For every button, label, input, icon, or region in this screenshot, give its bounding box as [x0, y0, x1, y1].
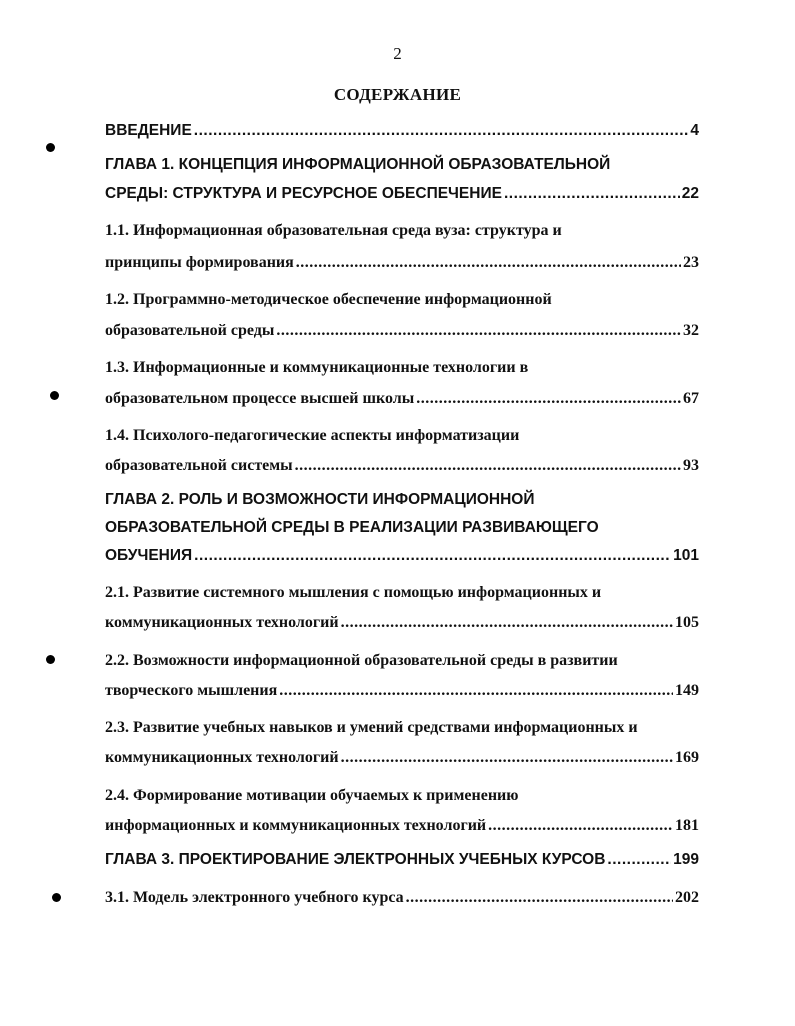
toc-entry-text: 1.4. Психолого-педагогические аспекты информатизации — [105, 427, 520, 444]
toc-entry-text: 2.2. Возможности информационной образовательной среды в развитии — [105, 652, 618, 669]
toc-entry-page: 181 — [675, 817, 699, 834]
toc-entry-chapter-2 — [105, 546, 699, 566]
toc-entry-text: информационных и коммуникационных технологий — [105, 817, 487, 834]
toc-entry-page: 32 — [683, 322, 699, 339]
toc-entry-section-1-2-title — [105, 290, 699, 310]
toc-entry-text: образовательном процессе высшей школы — [105, 390, 415, 407]
toc-entry-page: 22 — [681, 185, 699, 202]
toc-entry-text: 2.4. Формирование мотивации обучаемых к применению — [105, 787, 519, 804]
toc-entry-chapter-3 — [105, 850, 699, 870]
toc-entry-text: 1.1. Информационная образовательная среда вуза: структура и — [105, 222, 562, 239]
dot-leader — [276, 321, 681, 341]
page-number: 2 — [393, 44, 402, 63]
toc-entry-section-1-4 — [105, 456, 699, 476]
dot-leader — [416, 389, 681, 409]
toc-entry-text: ВВЕДЕНИЕ — [105, 122, 192, 139]
toc-entry-text: СРЕДЫ: СТРУКТУРА И РЕСУРСНОЕ ОБЕСПЕЧЕНИЕ — [105, 185, 502, 202]
dot-leader — [295, 456, 681, 476]
toc-entry-section-2-3-title — [105, 718, 699, 738]
dot-leader — [406, 888, 673, 908]
toc-entry-text: 3.1. Модель электронного учебного курса — [105, 889, 404, 906]
toc-entry-text: ГЛАВА 3. ПРОЕКТИРОВАНИЕ ЭЛЕКТРОННЫХ УЧЕБНЫХ КУРСОВ — [105, 851, 606, 868]
toc-entry-page: 101 — [673, 547, 699, 564]
dot-leader — [488, 816, 673, 836]
toc-entry-section-2-1-title — [105, 583, 699, 603]
toc-entry-section-2-2 — [105, 681, 699, 701]
toc-entry-introduction — [105, 121, 699, 141]
toc-entry-page: 23 — [683, 254, 699, 271]
scan-mark — [50, 391, 59, 400]
scan-mark — [52, 893, 61, 902]
dot-leader — [607, 850, 671, 870]
toc-entry-text: 1.3. Информационные и коммуникационные технологии в — [105, 359, 529, 376]
dot-leader — [296, 253, 681, 273]
toc-entry-text: ОБУЧЕНИЯ — [105, 547, 193, 564]
toc-entry-page: 67 — [683, 390, 699, 407]
toc-entry-section-2-2-title — [105, 651, 699, 671]
scan-mark — [46, 143, 55, 152]
toc-entry-page: 149 — [675, 682, 699, 699]
toc-entry-section-2-3 — [105, 748, 699, 768]
toc-entry-chapter-1-title — [105, 155, 699, 175]
toc-entry-text: коммуникационных технологий — [105, 749, 339, 766]
toc-entry-text: принципы формирования — [105, 254, 294, 271]
dot-leader — [279, 681, 673, 701]
toc-entry-chapter-2-title — [105, 490, 699, 510]
dot-leader — [504, 184, 680, 204]
toc-entry-text: 1.2. Программно-методическое обеспечение информационной — [105, 291, 552, 308]
toc-entry-page: 169 — [675, 749, 699, 766]
toc-entry-section-1-4-title — [105, 426, 699, 446]
toc-entry-text: творческого мышления — [105, 682, 278, 699]
dot-leader — [194, 121, 689, 141]
toc-entry-section-1-1 — [105, 253, 699, 273]
toc-entry-page: 199 — [673, 851, 699, 868]
toc-entry-text: образовательной среды — [105, 322, 275, 339]
toc-entry-page: 105 — [675, 614, 699, 631]
dot-leader — [194, 546, 671, 566]
toc-entry-text: ГЛАВА 1. КОНЦЕПЦИЯ ИНФОРМАЦИОННОЙ ОБРАЗОВАТЕЛЬНОЙ — [105, 156, 611, 173]
toc-entry-chapter-1 — [105, 184, 699, 204]
toc-entry-page: 93 — [683, 457, 699, 474]
toc-entry-section-2-1 — [105, 613, 699, 633]
toc-entry-section-2-4 — [105, 816, 699, 836]
toc-entry-text: ОБРАЗОВАТЕЛЬНОЙ СРЕДЫ В РЕАЛИЗАЦИИ РАЗВИВАЮЩЕГО — [105, 519, 599, 536]
toc-entry-section-1-2 — [105, 321, 699, 341]
toc-entry-text: коммуникационных технологий — [105, 614, 339, 631]
toc-entry-chapter-2-title-continued — [105, 518, 699, 538]
toc-entry-text: 2.1. Развитие системного мышления с помощью информационных и — [105, 584, 602, 601]
toc-entry-text: образовательной системы — [105, 457, 293, 474]
toc-entry-section-1-3-title — [105, 358, 699, 378]
page-title: СОДЕРЖАНИЕ — [333, 85, 462, 104]
toc-entry-section-3-1 — [105, 888, 699, 908]
toc-entry-section-1-3 — [105, 389, 699, 409]
toc-entry-text: 2.3. Развитие учебных навыков и умений средствами информационных и — [105, 719, 638, 736]
dot-leader — [341, 613, 673, 633]
toc-entry-text: ГЛАВА 2. РОЛЬ И ВОЗМОЖНОСТИ ИНФОРМАЦИОННОЙ — [105, 491, 535, 508]
toc-entry-section-2-4-title — [105, 786, 699, 806]
toc-entry-section-1-1-title — [105, 221, 699, 241]
toc-entry-page: 202 — [675, 889, 699, 906]
dot-leader — [341, 748, 673, 768]
toc-entry-page: 4 — [690, 122, 699, 139]
scan-mark — [46, 655, 55, 664]
